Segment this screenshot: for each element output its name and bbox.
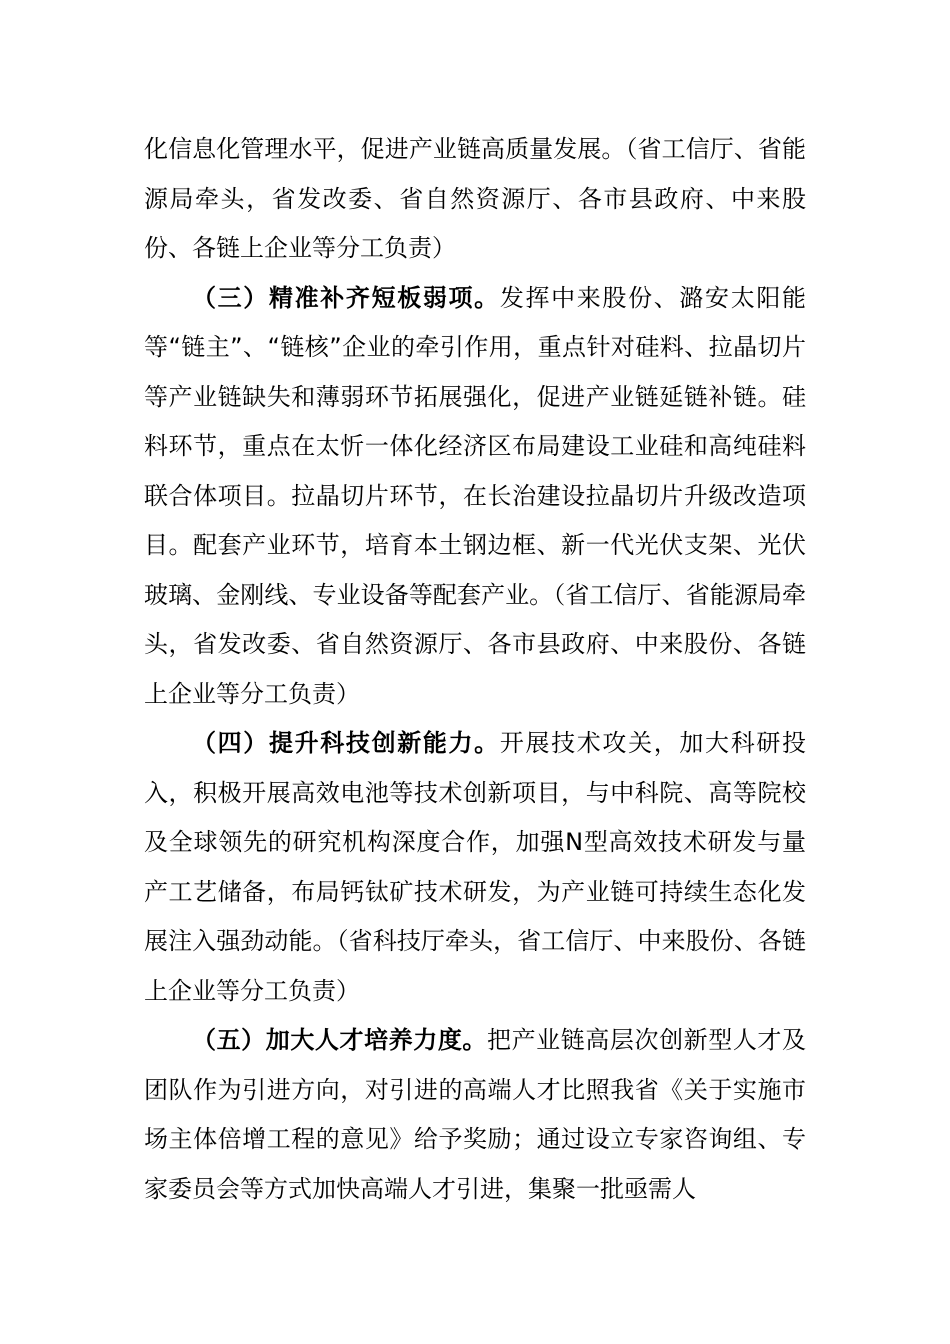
paragraph-body: 化信息化管理水平，促进产业链高质量发展。（省工信厅、省能源局牵头，省发改委、省自然资源厅、各市县政府、中来股份、各链上企业等分工负责） — [144, 135, 806, 262]
paragraph-section-4 — [144, 719, 806, 1016]
section-heading: （四）提升科技创新能力。 — [192, 729, 500, 757]
section-heading: （三）精准补齐短板弱项。 — [192, 283, 500, 312]
paragraph-section-3 — [144, 274, 806, 720]
paragraph-body: 开展技术攻关，加大科研投入，积极开展高效电池等技术创新项目，与中科院、高等院校及全球领先的研究机构深度合作，加强N型高效技术研发与量产工艺储备，布局钙钛矿技术研发，为产业链可持续生态化发展注入强劲动能。（省科技厅牵头，省工信厅、中来股份、各链上企业等分工负责） — [144, 729, 807, 1005]
paragraph-section-5 — [144, 1016, 806, 1214]
paragraph-body: 把产业链高层次创新型人才及团队作为引进方向，对引进的高端人才比照我省《关于实施市场主体倍增工程的意见》给予奖励；通过设立专家咨询组、专家委员会等方式加快高端人才引进，集聚一批亟需人 — [144, 1026, 806, 1203]
paragraph-continuation — [144, 125, 806, 274]
section-heading: （五）加大人才培养力度。 — [192, 1026, 487, 1054]
paragraph-body: 发挥中来股份、潞安太阳能等“链主”、“链核”企业的牵引作用，重点针对硅料、拉晶切片等产业链缺失和薄弱环节拓展强化，促进产业链延链补链。硅料环节，重点在太忻一体化经济区布局建设工业硅和高纯硅料联合体项目。拉晶切片环节，在长治建设拉晶切片升级改造项目。配套产业环节，培育本土钢边框、新一代光伏支架、光伏玻璃、金刚线、专业设备等配套产业。（省工信厅、省能源局牵头，省发改委、省自然资源厅、各市县政府、中来股份、各链上企业等分工负责） — [144, 283, 807, 708]
document-page — [144, 125, 806, 1214]
